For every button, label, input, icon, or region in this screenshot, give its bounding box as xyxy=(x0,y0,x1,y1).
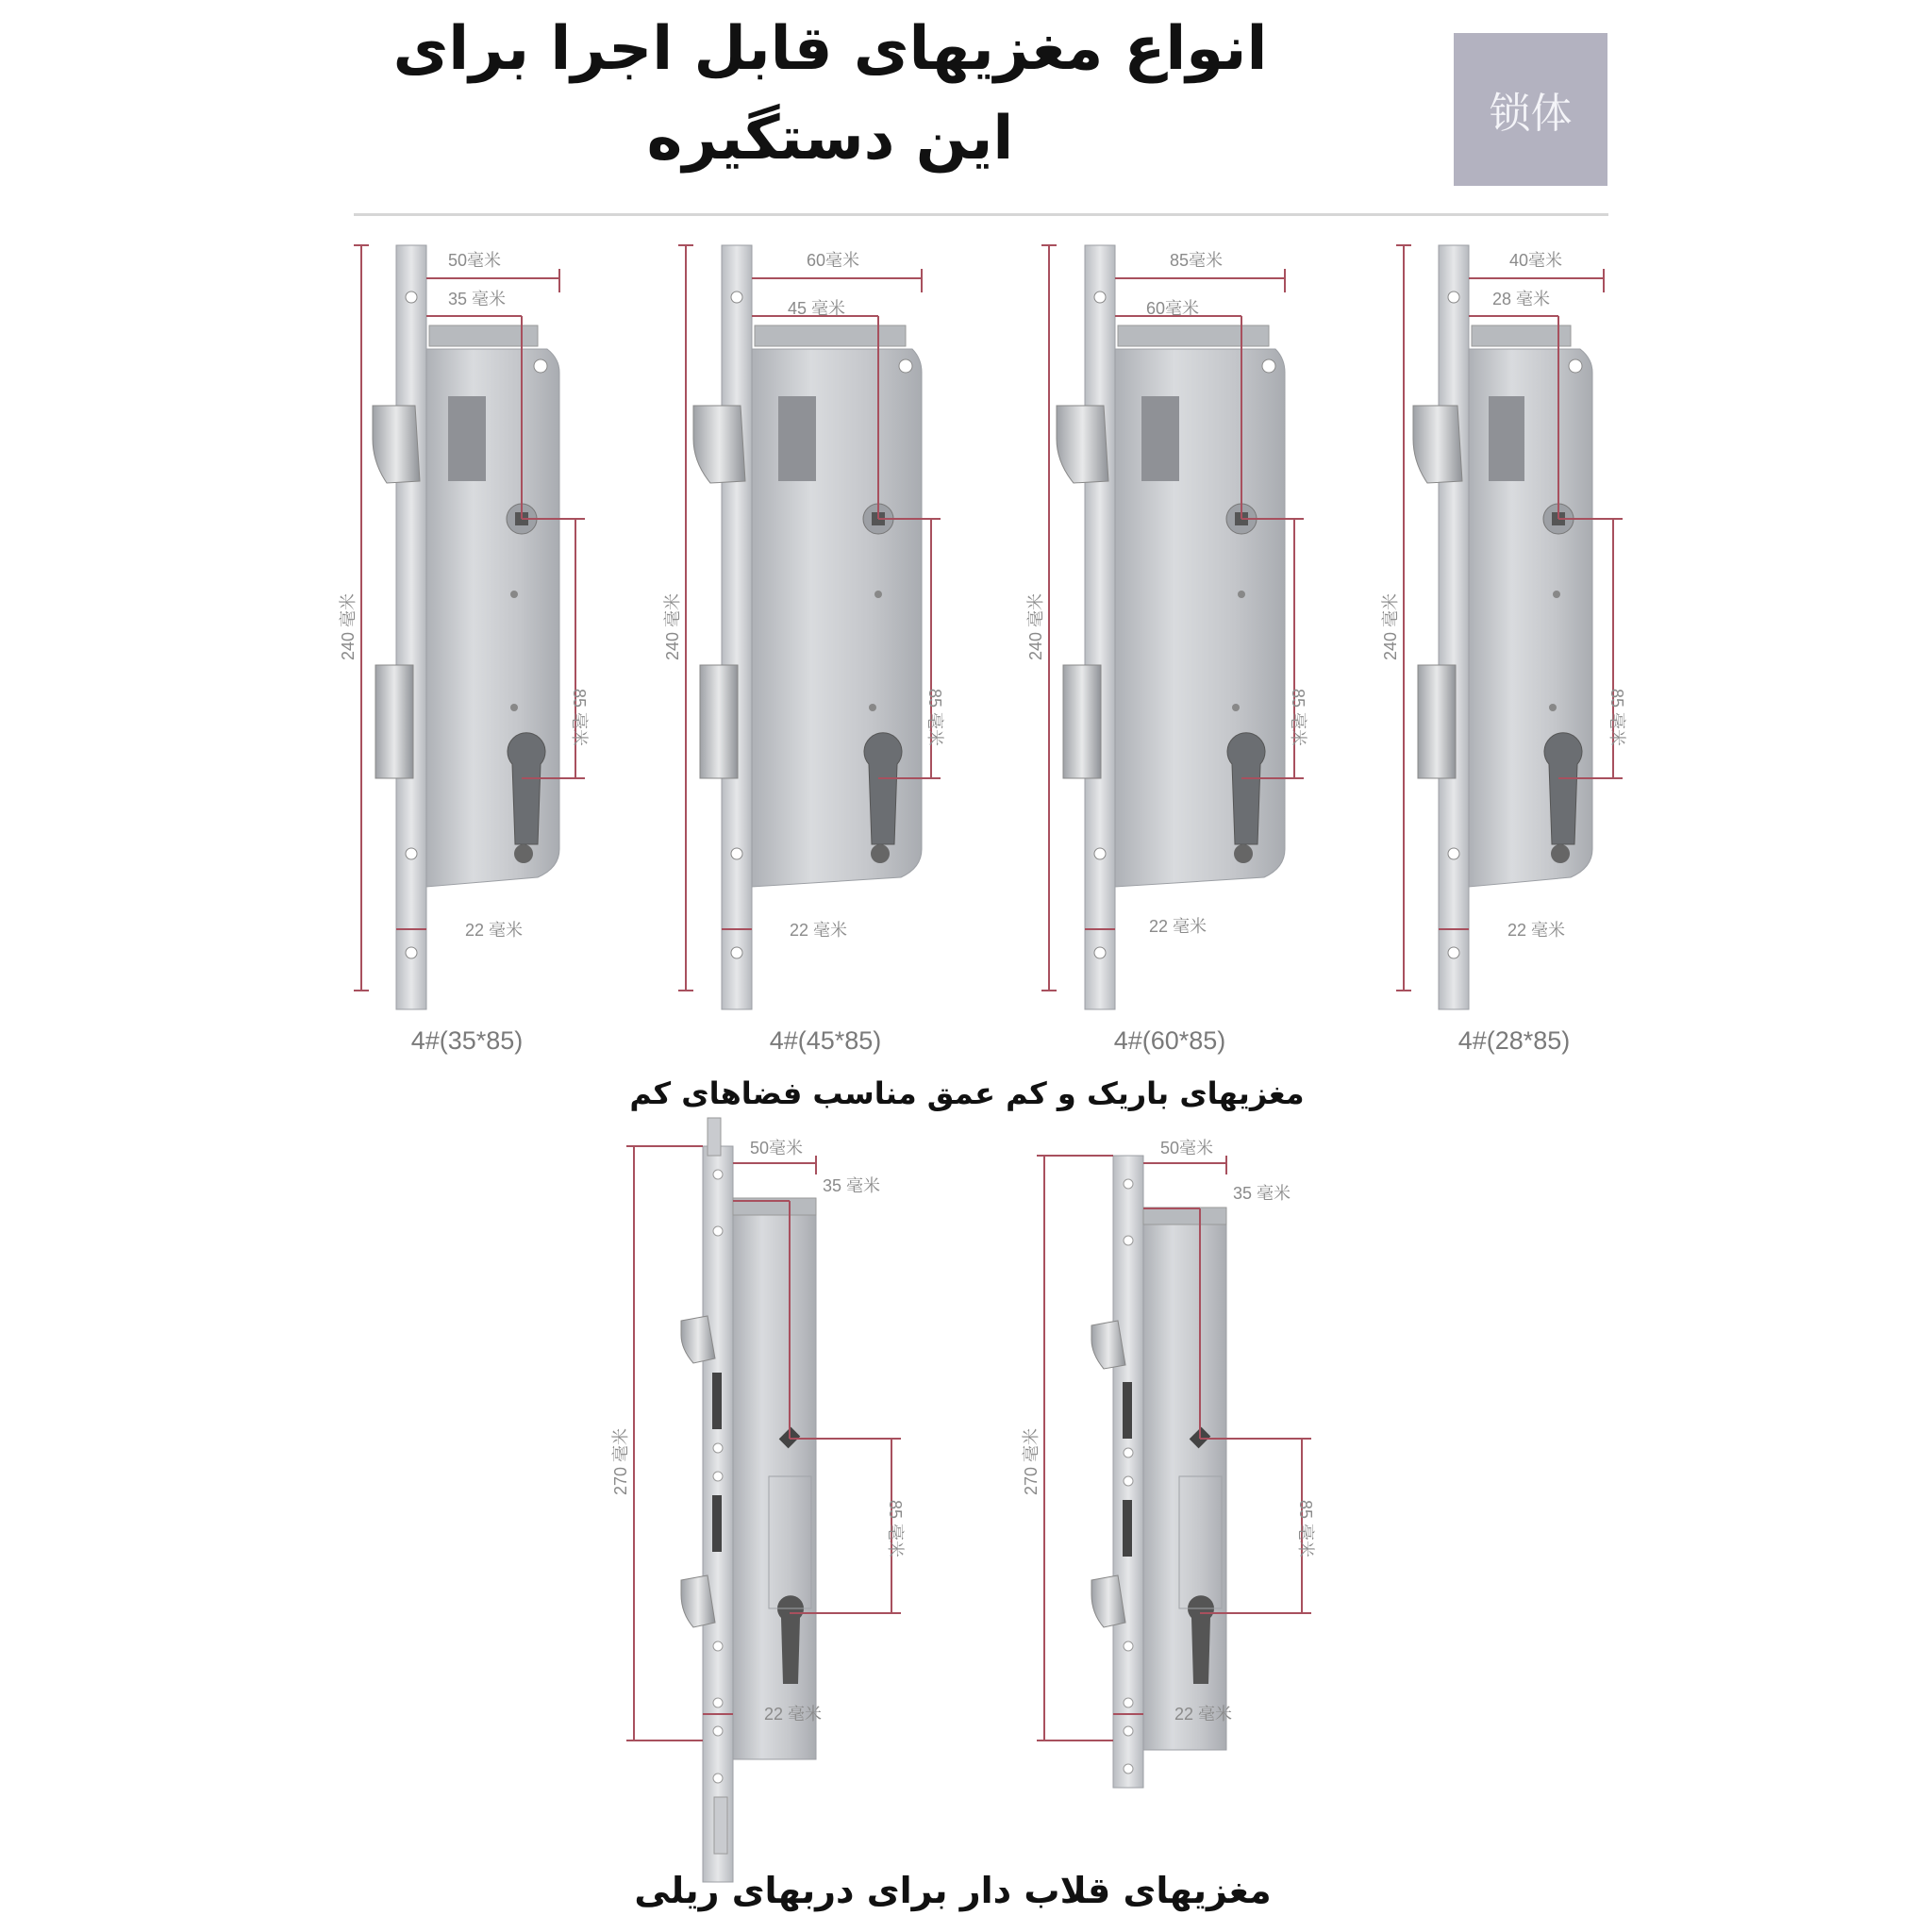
mortise-lock-28x85 xyxy=(1381,236,1641,1019)
height-dimension: 270 毫米 xyxy=(611,1427,630,1495)
lock-body-badge: 锁体 xyxy=(1454,33,1607,186)
backset-dimension: 35 毫米 xyxy=(448,290,507,308)
header-divider xyxy=(354,213,1608,216)
top-dimension: 50毫米 xyxy=(750,1139,804,1158)
model-label: 4#(28*85) xyxy=(1457,1026,1571,1055)
center-dimension: 85 毫米 xyxy=(1607,689,1626,747)
model-label: 4#(45*85) xyxy=(769,1026,882,1055)
page-title-line2: این دستگیره xyxy=(646,104,1014,174)
center-dimension: 85 毫米 xyxy=(925,689,944,747)
center-dimension: 85 毫米 xyxy=(1296,1500,1315,1558)
face-dimension: 22 毫米 xyxy=(465,921,524,940)
face-dimension: 22 毫米 xyxy=(764,1705,823,1724)
height-dimension: 240 毫米 xyxy=(1381,592,1400,660)
mortise-lock-35x85 xyxy=(339,236,599,1019)
backset-dimension: 35 毫米 xyxy=(823,1176,881,1195)
top-dimension: 85毫米 xyxy=(1170,251,1224,270)
backset-dimension: 28 毫米 xyxy=(1492,290,1551,308)
top-dimension: 50毫米 xyxy=(448,251,502,270)
face-dimension: 22 毫米 xyxy=(1174,1705,1233,1724)
section2-caption: مغزیهای قلاب دار برای دربهای ریلی xyxy=(634,1870,1272,1911)
mortise-lock-60x85 xyxy=(1028,236,1330,1019)
top-dimension: 40毫米 xyxy=(1509,251,1563,270)
mortise-lock-45x85 xyxy=(665,236,948,1019)
model-label: 4#(35*85) xyxy=(410,1026,524,1055)
hook-lock-left xyxy=(613,1118,924,1882)
center-dimension: 85 毫米 xyxy=(1289,689,1307,747)
backset-dimension: 45 毫米 xyxy=(788,299,846,318)
face-dimension: 22 毫米 xyxy=(1149,917,1208,936)
backset-dimension: 60毫米 xyxy=(1146,299,1200,318)
center-dimension: 85 毫米 xyxy=(570,689,589,747)
height-dimension: 240 毫米 xyxy=(663,592,682,660)
page-title-line1: انواع مغزیهای قابل اجرا برای xyxy=(392,14,1268,84)
center-dimension: 85 毫米 xyxy=(886,1500,905,1558)
face-dimension: 22 毫米 xyxy=(790,921,848,940)
height-dimension: 270 毫米 xyxy=(1022,1427,1041,1495)
top-dimension: 60毫米 xyxy=(807,251,860,270)
height-dimension: 240 毫米 xyxy=(339,592,358,660)
top-dimension: 50毫米 xyxy=(1160,1139,1214,1158)
model-label: 4#(60*85) xyxy=(1113,1026,1226,1055)
height-dimension: 240 毫米 xyxy=(1026,592,1045,660)
hook-lock-right xyxy=(1024,1118,1335,1797)
face-dimension: 22 毫米 xyxy=(1507,921,1566,940)
section1-caption: مغزیهای باریک و کم عمق مناسب فضاهای کم xyxy=(629,1075,1305,1111)
backset-dimension: 35 毫米 xyxy=(1233,1184,1291,1203)
